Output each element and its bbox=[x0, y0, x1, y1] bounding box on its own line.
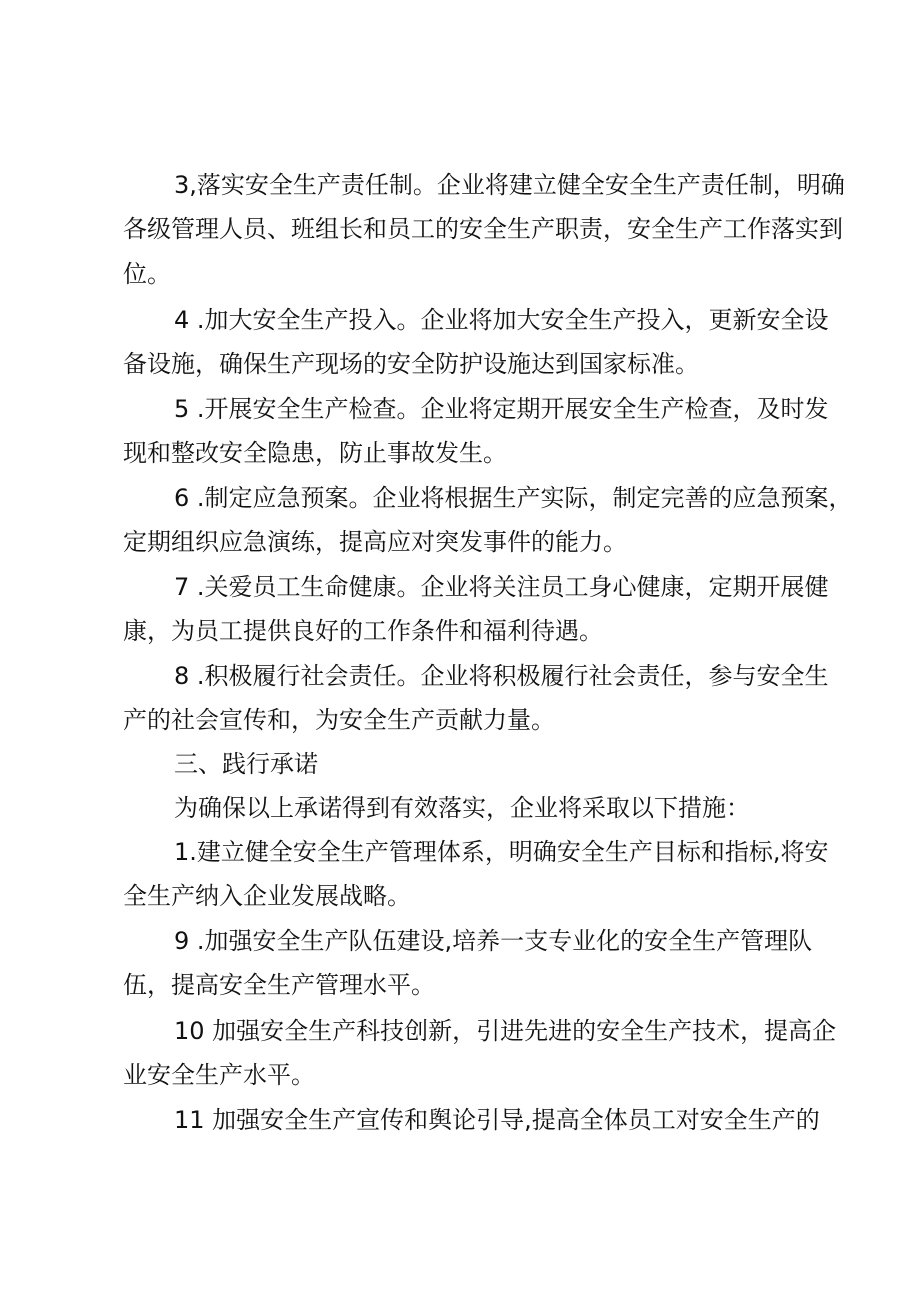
paragraph-3-line-3: 位。 bbox=[123, 260, 171, 288]
paragraph-6-line-2: 定期组织应急演练，提高应对突发事件的能力。 bbox=[123, 528, 627, 556]
paragraph-4-line-1: 4 .加大安全生产投入。企业将加大安全生产投入，更新安全设 bbox=[174, 306, 829, 334]
measure-9-line-1: 9 .加强安全生产队伍建设,培养一支专业化的安全生产管理队 bbox=[174, 927, 813, 955]
measures-intro: 为确保以上承诺得到有效落实，企业将采取以下措施： bbox=[174, 794, 750, 822]
measure-1-line-1: 1.建立健全安全生产管理体系，明确安全生产目标和指标,将安 bbox=[174, 838, 829, 866]
section-heading: 三、践行承诺 bbox=[174, 750, 318, 778]
measure-10-line-2: 业安全生产水平。 bbox=[123, 1061, 315, 1089]
paragraph-5-line-1: 5 .开展安全生产检查。企业将定期开展安全生产检查，及时发 bbox=[174, 395, 829, 423]
paragraph-3-line-2: 各级管理人员、班组长和员工的安全生产职责，安全生产工作落实到 bbox=[123, 215, 843, 243]
measure-11-line-1: 11 加强安全生产宣传和舆论引导,提高全体员工对安全生产的 bbox=[174, 1106, 820, 1134]
paragraph-5-line-2: 现和整改安全隐患，防止事故发生。 bbox=[123, 439, 507, 467]
paragraph-7-line-1: 7 .关爱员工生命健康。企业将关注员工身心健康，定期开展健 bbox=[174, 573, 829, 601]
paragraph-8-line-2: 产的社会宣传和，为安全生产贡献力量。 bbox=[123, 706, 555, 734]
paragraph-7-line-2: 康，为员工提供良好的工作条件和福利待遇。 bbox=[123, 617, 603, 645]
paragraph-8-line-1: 8 .积极履行社会责任。企业将积极履行社会责任，参与安全生 bbox=[174, 662, 829, 690]
measure-9-line-2: 伍，提高安全生产管理水平。 bbox=[123, 971, 435, 999]
paragraph-3-line-1: 3,落实安全生产责任制。企业将建立健全安全生产责任制，明确 bbox=[174, 171, 845, 199]
measure-1-line-2: 全生产纳入企业发展战略。 bbox=[123, 882, 411, 910]
paragraph-6-line-1: 6 .制定应急预案。企业将根据生产实际，制定完善的应急预案， bbox=[174, 484, 853, 512]
paragraph-4-line-2: 备设施，确保生产现场的安全防护设施达到国家标准。 bbox=[123, 350, 699, 378]
measure-10-line-1: 10 加强安全生产科技创新，引进先进的安全生产技术，提高企 bbox=[174, 1017, 837, 1045]
